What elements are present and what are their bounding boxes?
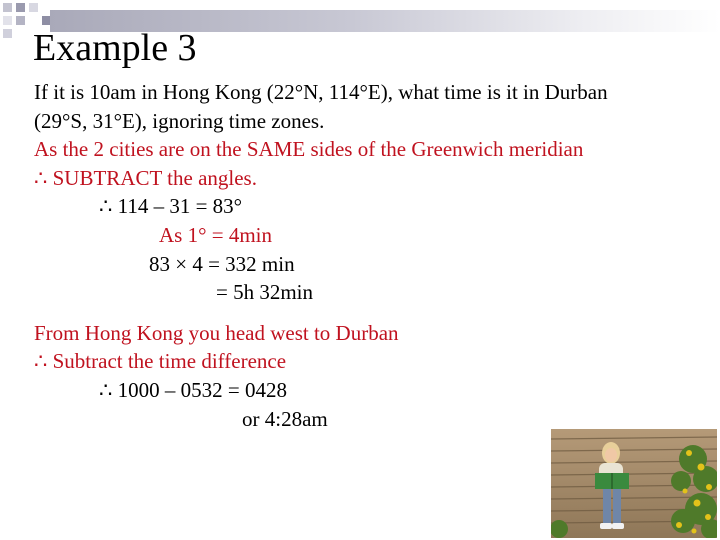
subtract-angles-line: ∴ SUBTRACT the angles. bbox=[34, 165, 257, 190]
rate-line: As 1° = 4min bbox=[159, 222, 272, 247]
reason-line: As the 2 cities are on the SAME sides of the Greenwich meridian bbox=[34, 137, 584, 162]
slide-title: Example 3 bbox=[33, 27, 197, 69]
angle-calculation: ∴ 114 – 31 = 83° bbox=[99, 194, 243, 219]
direction-line: From Hong Kong you head west to Durban bbox=[34, 320, 399, 345]
subtract-time-line: ∴ Subtract the time difference bbox=[34, 349, 287, 374]
time-calculation: ∴ 1000 – 0532 = 0428 bbox=[99, 377, 287, 402]
hours-conversion: = 5h 32min bbox=[216, 280, 314, 305]
question-line-2: (29°S, 31°E), ignoring time zones. bbox=[34, 108, 325, 133]
student-reading-photo bbox=[551, 429, 717, 538]
final-answer: or 4:28am bbox=[242, 406, 328, 431]
slide-body bbox=[34, 78, 704, 433]
question-line-1: If it is 10am in Hong Kong (22°N, 114°E), what time is it in Durban bbox=[34, 80, 608, 104]
minutes-calculation: 83 × 4 = 332 min bbox=[149, 251, 295, 276]
